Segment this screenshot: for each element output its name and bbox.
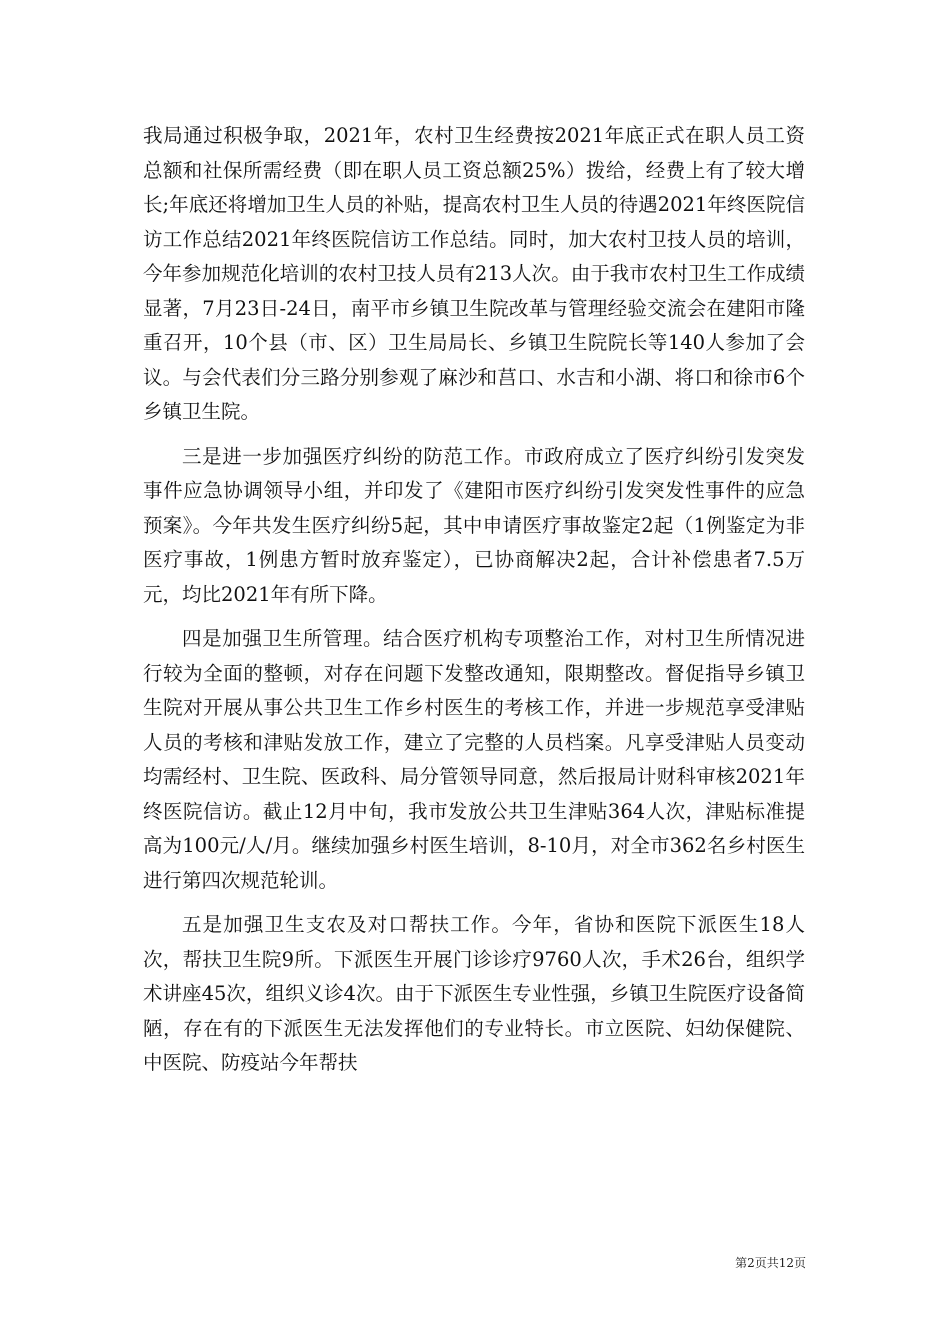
page-number-footer: 第2页共12页 [735, 1256, 806, 1270]
paragraph-1: 我局通过积极争取，2021年，农村卫生经费按2021年底正式在职人员工资总额和社保所需经费（即在职人员工资总额25%）拨给，经费上有了较大增长;年底还将增加卫生人员的补贴，提高农村卫生人员的待遇2021年终医院信访工作总结2021年终医院信访工作总结。同时，加大农村卫技人员的培训，今年参加规范化培训的农村卫技人员有213人次。由于我市农村卫生工作成绩显著，7月23日-24日，南平市乡镇卫生院改革与管理经验交流会在建阳市隆重召开，10个县（市、区）卫生局局长、乡镇卫生院院长等140人参加了会议。与会代表们分三路分别参观了麻沙和莒口、水吉和小湖、将口和徐市6个乡镇卫生院。 [143, 124, 805, 423]
paragraph-2: 三是进一步加强医疗纠纷的防范工作。市政府成立了医疗纠纷引发突发事件应急协调领导小组，并印发了《建阳市医疗纠纷引发突发性事件的应急预案》。今年共发生医疗纠纷5起，其中申请医疗事故鉴定2起（1例鉴定为非医疗事故，1例患方暂时放弃鉴定），已协商解决2起，合计补偿患者7.5万元，均比2021年有所下降。 [143, 444, 805, 606]
paragraph-3: 四是加强卫生所管理。结合医疗机构专项整治工作，对村卫生所情况进行较为全面的整顿，对存在问题下发整改通知，限期整改。督促指导乡镇卫生院对开展从事公共卫生工作乡村医生的考核工作，并进一步规范享受津贴人员的考核和津贴发放工作，建立了完整的人员档案。凡享受津贴人员变动均需经村、卫生院、医政科、局分管领导同意，然后报局计财科审核2021年终医院信访。截止12月中旬，我市发放公共卫生津贴364人次，津贴标准提高为100元/人/月。继续加强乡村医生培训，8-10月，对全市362名乡村医生进行第四次规范轮训。 [143, 627, 805, 892]
paragraph-4: 五是加强卫生支农及对口帮扶工作。今年，省协和医院下派医生18人次，帮扶卫生院9所。下派医生开展门诊诊疗9760人次，手术26台，组织学术讲座45次，组织义诊4次。由于下派医生专业性强，乡镇卫生院医疗设备简陋，存在有的下派医生无法发挥他们的专业特长。市立医院、妇幼保健院、中医院、防疫站今年帮扶 [143, 913, 805, 1074]
body-text [143, 119, 805, 1081]
